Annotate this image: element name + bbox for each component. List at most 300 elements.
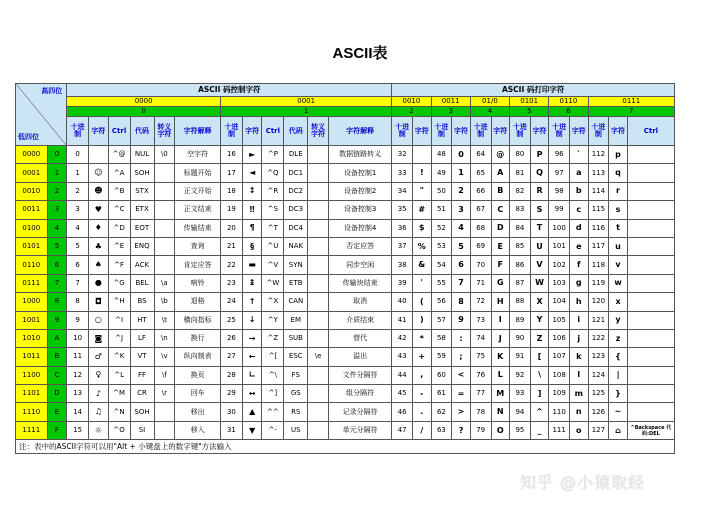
- dec-cell: 54: [431, 256, 452, 274]
- high-hex-cell: 0: [67, 107, 221, 117]
- escape-cell: [308, 237, 329, 255]
- dec-cell: 105: [549, 311, 570, 329]
- escape-cell: \n: [154, 329, 175, 347]
- dec-cell: 92: [510, 366, 531, 384]
- dec-cell: 12: [67, 366, 89, 384]
- dec-cell: 35: [392, 201, 413, 219]
- table-row: [16, 146, 675, 164]
- dec-cell: 24: [221, 293, 243, 311]
- dec-cell: 20: [221, 219, 243, 237]
- char-cell: m: [570, 385, 589, 403]
- ctrl-cell: ^L: [108, 366, 130, 384]
- dec-cell: 113: [588, 164, 609, 182]
- char-cell: ∟: [242, 366, 262, 384]
- dec-cell: 0: [67, 146, 89, 164]
- dec-cell: 11: [67, 348, 89, 366]
- dec-cell: 111: [549, 421, 570, 439]
- char-cell: o: [570, 421, 589, 439]
- dec-cell: 70: [470, 256, 491, 274]
- dec-cell: 122: [588, 329, 609, 347]
- dec-cell: 25: [221, 311, 243, 329]
- char-cell: ▬: [242, 256, 262, 274]
- ctrl-cell: [627, 311, 674, 329]
- dec-cell: 63: [431, 421, 452, 439]
- description-cell: 取消: [329, 293, 392, 311]
- char-cell: →: [242, 329, 262, 347]
- char-cell: :: [452, 329, 471, 347]
- high-bits-cell: 0001: [221, 97, 392, 107]
- table-row: [16, 385, 675, 403]
- code-cell: SYN: [284, 256, 308, 274]
- low-bits-cell: 0010: [16, 182, 48, 200]
- dec-cell: 38: [392, 256, 413, 274]
- description-cell: 标题开始: [175, 164, 221, 182]
- dec-cell: 85: [510, 237, 531, 255]
- dec-cell: 16: [221, 146, 243, 164]
- char-cell: Z: [530, 329, 549, 347]
- char-cell: \: [530, 366, 549, 384]
- high-bits-cell: 01/0: [470, 97, 509, 107]
- char-cell: .: [413, 403, 432, 421]
- ctrl-cell: ^R: [262, 182, 284, 200]
- column-header-code: 代码: [130, 117, 154, 146]
- dec-cell: 115: [588, 201, 609, 219]
- column-header-dec: 十进制: [470, 117, 491, 146]
- low-hex-cell: C: [47, 366, 67, 384]
- escape-cell: [308, 329, 329, 347]
- dec-cell: 81: [510, 164, 531, 182]
- dec-cell: 41: [392, 311, 413, 329]
- dec-cell: 26: [221, 329, 243, 347]
- dec-cell: 112: [588, 146, 609, 164]
- dec-cell: 109: [549, 385, 570, 403]
- char-cell: Y: [530, 311, 549, 329]
- description-cell: 回车: [175, 385, 221, 403]
- ctrl-cell: ^K: [108, 348, 130, 366]
- ctrl-cell: ^F: [108, 256, 130, 274]
- char-cell: J: [491, 329, 510, 347]
- char-cell: ,: [413, 366, 432, 384]
- dec-cell: 97: [549, 164, 570, 182]
- dec-cell: 49: [431, 164, 452, 182]
- code-cell: BS: [130, 293, 154, 311]
- low-bits-cell: 0110: [16, 256, 48, 274]
- dec-cell: 3: [67, 201, 89, 219]
- low-bits-cell: 1010: [16, 329, 48, 347]
- char-cell: ↔: [242, 385, 262, 403]
- char-cell: %: [413, 237, 432, 255]
- escape-cell: [308, 403, 329, 421]
- high-bits-cell: 0000: [67, 97, 221, 107]
- char-cell: l: [570, 366, 589, 384]
- dec-cell: 94: [510, 403, 531, 421]
- code-cell: FS: [284, 366, 308, 384]
- code-cell: SUB: [284, 329, 308, 347]
- char-cell: ☺: [89, 164, 109, 182]
- char-cell: /: [413, 421, 432, 439]
- description-cell: 单元分隔符: [329, 421, 392, 439]
- column-header-dec: 十进制: [221, 117, 243, 146]
- description-cell: 正文结束: [175, 201, 221, 219]
- low-bits-cell: 1000: [16, 293, 48, 311]
- code-cell: ETX: [130, 201, 154, 219]
- description-cell: 设备控制3: [329, 201, 392, 219]
- char-cell: t: [609, 219, 628, 237]
- char-cell: d: [570, 219, 589, 237]
- ctrl-cell: ^S: [262, 201, 284, 219]
- char-cell: ?: [452, 421, 471, 439]
- char-cell: x: [609, 293, 628, 311]
- code-cell: GS: [284, 385, 308, 403]
- dec-cell: 23: [221, 274, 243, 292]
- ctrl-cell: [627, 366, 674, 384]
- code-cell: CAN: [284, 293, 308, 311]
- dec-cell: 37: [392, 237, 413, 255]
- high-bits-cell: 0011: [431, 97, 470, 107]
- low-bits-cell: 1001: [16, 311, 48, 329]
- description-cell: 同步空闲: [329, 256, 392, 274]
- char-cell: 5: [452, 237, 471, 255]
- high-bits-label: 高四位: [41, 87, 63, 95]
- dec-cell: 43: [392, 348, 413, 366]
- dec-cell: 71: [470, 274, 491, 292]
- dec-cell: 36: [392, 219, 413, 237]
- high-bits-cell: 0101: [510, 97, 549, 107]
- escape-cell: [308, 164, 329, 182]
- ctrl-cell: ^V: [262, 256, 284, 274]
- dec-cell: 64: [470, 146, 491, 164]
- char-cell: >: [452, 403, 471, 421]
- char-cell: h: [570, 293, 589, 311]
- char-cell: 6: [452, 256, 471, 274]
- high-hex-cell: 4: [470, 107, 509, 117]
- high-bits-cell: 0111: [588, 97, 674, 107]
- ctrl-cell: [627, 256, 674, 274]
- char-cell: I: [491, 311, 510, 329]
- char-cell: ○: [89, 311, 109, 329]
- code-cell: STX: [130, 182, 154, 200]
- column-header-code: 代码: [284, 117, 308, 146]
- char-cell: =: [452, 385, 471, 403]
- char-cell: w: [609, 274, 628, 292]
- dec-cell: 101: [549, 237, 570, 255]
- dec-cell: 107: [549, 348, 570, 366]
- page-title: ASCII表: [332, 45, 388, 62]
- code-cell: NUL: [130, 146, 154, 164]
- column-header-ctrl: Ctrl: [262, 117, 284, 146]
- table-row: [16, 366, 675, 384]
- ctrl-cell: [627, 329, 674, 347]
- escape-cell: \r: [154, 385, 175, 403]
- escape-cell: [308, 311, 329, 329]
- char-cell: {: [609, 348, 628, 366]
- dec-cell: 73: [470, 311, 491, 329]
- char-cell: ◙: [89, 329, 109, 347]
- char-cell: <: [452, 366, 471, 384]
- char-cell: r: [609, 182, 628, 200]
- column-header-char: 字符: [89, 117, 109, 146]
- low-hex-cell: 3: [47, 201, 67, 219]
- low-hex-cell: D: [47, 385, 67, 403]
- char-cell: D: [491, 219, 510, 237]
- char-cell: $: [413, 219, 432, 237]
- code-cell: VT: [130, 348, 154, 366]
- description-cell: 退格: [175, 293, 221, 311]
- dec-cell: 68: [470, 219, 491, 237]
- high-hex-cell: 2: [392, 107, 431, 117]
- char-cell: V: [530, 256, 549, 274]
- column-header-dec: 十进制: [588, 117, 609, 146]
- watermark: 知乎 @小猿取经: [520, 473, 646, 492]
- char-cell: 0: [452, 146, 471, 164]
- code-cell: ENQ: [130, 237, 154, 255]
- dec-cell: 93: [510, 385, 531, 403]
- char-cell: ^: [530, 403, 549, 421]
- char-cell: M: [491, 385, 510, 403]
- low-hex-cell: 4: [47, 219, 67, 237]
- char-cell: 4: [452, 219, 471, 237]
- column-header-char: 字符: [491, 117, 510, 146]
- dec-cell: 62: [431, 403, 452, 421]
- char-cell: j: [570, 329, 589, 347]
- dec-cell: 52: [431, 219, 452, 237]
- char-cell: i: [570, 311, 589, 329]
- dec-cell: 99: [549, 201, 570, 219]
- printable-caption: ASCII 码打印字符: [392, 84, 675, 97]
- escape-cell: [308, 274, 329, 292]
- char-cell: N: [491, 403, 510, 421]
- ctrl-cell: ^D: [108, 219, 130, 237]
- ctrl-cell: ^N: [108, 403, 130, 421]
- low-bits-cell: 1110: [16, 403, 48, 421]
- dec-cell: 60: [431, 366, 452, 384]
- code-cell: US: [284, 421, 308, 439]
- ctrl-cell: [627, 182, 674, 200]
- char-cell: E: [491, 237, 510, 255]
- escape-cell: \0: [154, 146, 175, 164]
- dec-cell: 102: [549, 256, 570, 274]
- dec-cell: 100: [549, 219, 570, 237]
- escape-cell: [308, 293, 329, 311]
- ctrl-cell: ^-: [262, 421, 284, 439]
- ctrl-cell: ^C: [108, 201, 130, 219]
- char-cell: z: [609, 329, 628, 347]
- ctrl-cell: ^J: [108, 329, 130, 347]
- char-cell: u: [609, 237, 628, 255]
- char-cell: ◄: [242, 164, 262, 182]
- dec-cell: 44: [392, 366, 413, 384]
- char-cell: ♣: [89, 237, 109, 255]
- description-cell: 移入: [175, 421, 221, 439]
- dec-cell: 28: [221, 366, 243, 384]
- dec-cell: 84: [510, 219, 531, 237]
- code-cell: SOH: [130, 164, 154, 182]
- code-cell: NAK: [284, 237, 308, 255]
- char-cell: ": [413, 182, 432, 200]
- description-cell: 传输块结束: [329, 274, 392, 292]
- ctrl-cell: ^B: [108, 182, 130, 200]
- description-cell: 文件分隔符: [329, 366, 392, 384]
- char-cell: +: [413, 348, 432, 366]
- high-hex-cell: 1: [221, 107, 392, 117]
- char-cell: ←: [242, 348, 262, 366]
- description-cell: 换行: [175, 329, 221, 347]
- dec-cell: 1: [67, 164, 89, 182]
- low-bits-cell: 0101: [16, 237, 48, 255]
- ctrl-cell: ^^: [262, 403, 284, 421]
- ctrl-cell: ^]: [262, 385, 284, 403]
- dec-cell: 59: [431, 348, 452, 366]
- dec-cell: 96: [549, 146, 570, 164]
- ctrl-cell: ^Z: [262, 329, 284, 347]
- char-cell: a: [570, 164, 589, 182]
- ctrl-cell: [627, 293, 674, 311]
- char-cell: ☼: [89, 421, 109, 439]
- code-cell: EM: [284, 311, 308, 329]
- dec-cell: 47: [392, 421, 413, 439]
- description-cell: 移出: [175, 403, 221, 421]
- dec-cell: 78: [470, 403, 491, 421]
- char-cell: [: [530, 348, 549, 366]
- ctrl-cell: ^@: [108, 146, 130, 164]
- char-cell: k: [570, 348, 589, 366]
- dec-cell: 74: [470, 329, 491, 347]
- escape-cell: [154, 182, 175, 200]
- code-cell: ESC: [284, 348, 308, 366]
- ctrl-cell: ^T: [262, 219, 284, 237]
- description-cell: 传输结束: [175, 219, 221, 237]
- dec-cell: 17: [221, 164, 243, 182]
- char-cell: ]: [530, 385, 549, 403]
- escape-cell: [308, 421, 329, 439]
- char-cell: O: [491, 421, 510, 439]
- column-header-char: 字符: [452, 117, 471, 146]
- char-cell: [413, 146, 432, 164]
- ctrl-cell: ^[: [262, 348, 284, 366]
- dec-cell: 116: [588, 219, 609, 237]
- ctrl-cell: ^A: [108, 164, 130, 182]
- dec-cell: 53: [431, 237, 452, 255]
- ctrl-cell: ^U: [262, 237, 284, 255]
- ctrl-cell: ^O: [108, 421, 130, 439]
- char-cell: ¶: [242, 219, 262, 237]
- dec-cell: 121: [588, 311, 609, 329]
- char-cell: ♥: [89, 201, 109, 219]
- description-cell: 溢出: [329, 348, 392, 366]
- char-cell: F: [491, 256, 510, 274]
- column-header-dec: 十进制: [549, 117, 570, 146]
- char-cell: ●: [89, 274, 109, 292]
- dec-cell: 75: [470, 348, 491, 366]
- ctrl-cell: [627, 274, 674, 292]
- description-cell: 肯定应答: [175, 256, 221, 274]
- escape-cell: [308, 146, 329, 164]
- ctrl-cell: ^H: [108, 293, 130, 311]
- ascii-table: [15, 83, 675, 454]
- dec-cell: 123: [588, 348, 609, 366]
- char-cell: C: [491, 201, 510, 219]
- char-cell: P: [530, 146, 549, 164]
- column-header-char: 字符: [570, 117, 589, 146]
- dec-cell: 27: [221, 348, 243, 366]
- char-cell: 1: [452, 164, 471, 182]
- code-cell: SOH: [130, 403, 154, 421]
- dec-cell: 82: [510, 182, 531, 200]
- ctrl-cell: ^\: [262, 366, 284, 384]
- ctrl-cell: ^W: [262, 274, 284, 292]
- escape-cell: [308, 201, 329, 219]
- escape-cell: [154, 164, 175, 182]
- description-cell: 空字符: [175, 146, 221, 164]
- ctrl-cell: [627, 146, 674, 164]
- ctrl-cell: [627, 348, 674, 366]
- code-cell: DC2: [284, 182, 308, 200]
- char-cell: *: [413, 329, 432, 347]
- char-cell: ♫: [89, 403, 109, 421]
- dec-cell: 119: [588, 274, 609, 292]
- dec-cell: 124: [588, 366, 609, 384]
- column-header-ctrl: Ctrl: [627, 117, 674, 146]
- escape-cell: [154, 219, 175, 237]
- escape-cell: [154, 201, 175, 219]
- dec-cell: 66: [470, 182, 491, 200]
- escape-cell: \f: [154, 366, 175, 384]
- dec-cell: 58: [431, 329, 452, 347]
- column-header-esc: 转义字符: [308, 117, 329, 146]
- code-cell: LF: [130, 329, 154, 347]
- dec-cell: 32: [392, 146, 413, 164]
- dec-cell: 125: [588, 385, 609, 403]
- dec-cell: 29: [221, 385, 243, 403]
- char-cell: K: [491, 348, 510, 366]
- ctrl-cell: ^E: [108, 237, 130, 255]
- high-hex-cell: 6: [549, 107, 588, 117]
- char-cell: y: [609, 311, 628, 329]
- description-cell: 换页: [175, 366, 221, 384]
- code-cell: BEL: [130, 274, 154, 292]
- char-cell: !: [413, 164, 432, 182]
- corner-header: [16, 84, 67, 146]
- column-header-dec: 十进制: [67, 117, 89, 146]
- low-hex-cell: F: [47, 421, 67, 439]
- char-cell: ►: [242, 146, 262, 164]
- ctrl-cell: ^P: [262, 146, 284, 164]
- description-cell: 否定应答: [329, 237, 392, 255]
- dec-cell: 15: [67, 421, 89, 439]
- description-cell: 替代: [329, 329, 392, 347]
- escape-cell: \v: [154, 348, 175, 366]
- dec-cell: 76: [470, 366, 491, 384]
- description-cell: 介质结束: [329, 311, 392, 329]
- ctrl-cell: ^Q: [262, 164, 284, 182]
- escape-cell: [308, 385, 329, 403]
- char-cell: X: [530, 293, 549, 311]
- char-cell: |: [609, 366, 628, 384]
- dec-cell: 110: [549, 403, 570, 421]
- code-cell: DC4: [284, 219, 308, 237]
- column-header-esc: 转义字符: [154, 117, 175, 146]
- char-cell: ▼: [242, 421, 262, 439]
- char-cell: H: [491, 293, 510, 311]
- column-header-char: 字符: [530, 117, 549, 146]
- dec-cell: 33: [392, 164, 413, 182]
- char-cell: v: [609, 256, 628, 274]
- char-cell: ~: [609, 403, 628, 421]
- high-bits-cell: 0010: [392, 97, 431, 107]
- char-cell: ↑: [242, 293, 262, 311]
- code-cell: ACK: [130, 256, 154, 274]
- dec-cell: 31: [221, 421, 243, 439]
